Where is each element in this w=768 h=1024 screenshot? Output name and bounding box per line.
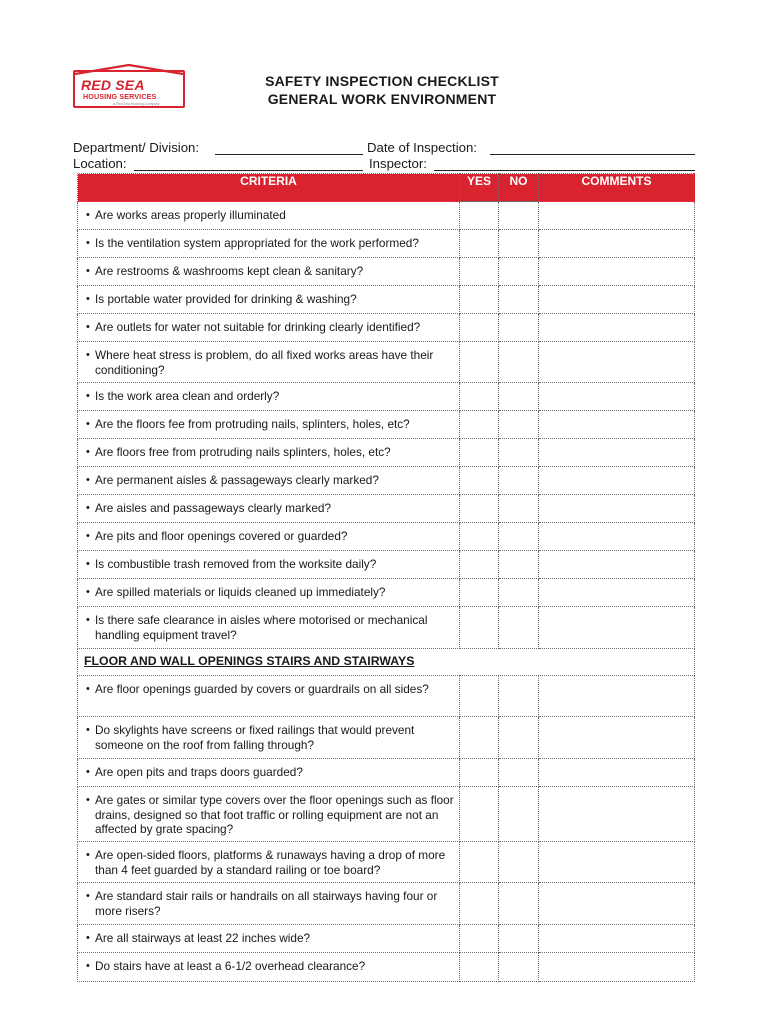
criteria-cell xyxy=(78,523,460,551)
bullet-icon: • xyxy=(86,390,90,402)
bullet-icon: • xyxy=(86,530,90,542)
bullet-icon: • xyxy=(86,265,90,277)
criteria-cell xyxy=(78,925,460,953)
criteria-text: Is portable water provided for drinking & washing? xyxy=(95,292,357,306)
bullet-icon: • xyxy=(86,932,90,944)
table-row xyxy=(78,607,695,649)
criteria-text: Is there safe clearance in aisles where motorised or mechanical handling equipment travel? xyxy=(95,613,428,642)
table-row xyxy=(78,202,695,230)
criteria-text: Are the floors fee from protruding nails, splinters, holes, etc? xyxy=(95,417,410,431)
bullet-icon: • xyxy=(86,683,90,695)
bullet-icon: • xyxy=(86,890,90,902)
comments-cell[interactable] xyxy=(539,383,695,411)
bullet-icon: • xyxy=(86,474,90,486)
no-cell[interactable] xyxy=(499,579,539,607)
criteria-cell xyxy=(78,759,460,787)
bullet-icon: • xyxy=(86,849,90,861)
no-cell[interactable] xyxy=(499,495,539,523)
bullet-icon: • xyxy=(86,724,90,736)
no-cell[interactable] xyxy=(499,230,539,258)
criteria-text: Are pits and floor openings covered or guarded? xyxy=(95,529,348,543)
location-field[interactable] xyxy=(134,170,363,171)
no-cell[interactable] xyxy=(499,759,539,787)
table-row xyxy=(78,925,695,953)
bullet-icon: • xyxy=(86,349,90,361)
criteria-cell xyxy=(78,202,460,230)
yes-cell[interactable] xyxy=(460,523,499,551)
comments-cell[interactable] xyxy=(539,883,695,925)
yes-cell[interactable] xyxy=(460,230,499,258)
comments-cell[interactable] xyxy=(539,314,695,342)
yes-cell[interactable] xyxy=(460,953,499,982)
table-row xyxy=(78,551,695,579)
no-cell[interactable] xyxy=(499,314,539,342)
comments-cell[interactable] xyxy=(539,953,695,982)
comments-cell[interactable] xyxy=(539,342,695,383)
bullet-icon: • xyxy=(86,558,90,570)
bullet-icon: • xyxy=(86,209,90,221)
bullet-icon: • xyxy=(86,321,90,333)
yes-cell[interactable] xyxy=(460,607,499,649)
criteria-text: Are permanent aisles & passageways clearly marked? xyxy=(95,473,379,487)
department-field[interactable] xyxy=(215,154,363,155)
table-row xyxy=(78,523,695,551)
document-title: SAFETY INSPECTION CHECKLIST xyxy=(265,73,499,89)
criteria-text: Are spilled materials or liquids cleaned up immediately? xyxy=(95,585,386,599)
comments-cell[interactable] xyxy=(539,495,695,523)
table-row xyxy=(78,342,695,383)
criteria-text: Are all stairways at least 22 inches wide? xyxy=(95,931,311,945)
criteria-cell xyxy=(78,230,460,258)
logo-tagline: A Red Sea Housing Company xyxy=(113,102,160,106)
comments-cell[interactable] xyxy=(539,439,695,467)
bullet-icon: • xyxy=(86,502,90,514)
no-cell[interactable] xyxy=(499,607,539,649)
yes-cell[interactable] xyxy=(460,411,499,439)
no-cell[interactable] xyxy=(499,383,539,411)
yes-cell[interactable] xyxy=(460,286,499,314)
bullet-icon: • xyxy=(86,614,90,626)
criteria-text: Do stairs have at least a 6-1/2 overhead clearance? xyxy=(95,959,366,973)
bullet-icon: • xyxy=(86,293,90,305)
criteria-text: Are standard stair rails or handrails on all stairways having four or more risers? xyxy=(95,889,438,918)
comments-cell[interactable] xyxy=(539,286,695,314)
comments-cell[interactable] xyxy=(539,717,695,759)
comments-cell[interactable] xyxy=(539,258,695,286)
criteria-cell xyxy=(78,258,460,286)
yes-header: YES xyxy=(460,174,499,202)
table-row xyxy=(78,842,695,883)
bullet-icon: • xyxy=(86,418,90,430)
no-cell[interactable] xyxy=(499,953,539,982)
comments-cell[interactable] xyxy=(539,842,695,883)
table-row xyxy=(78,953,695,982)
yes-cell[interactable] xyxy=(460,759,499,787)
section-header-row xyxy=(78,649,695,676)
no-cell[interactable] xyxy=(499,258,539,286)
criteria-text: Are gates or similar type covers over the floor openings such as floor drains, designed so that foot traffic or rolling equipment are not an affected by grate spacing? xyxy=(95,793,454,836)
comments-cell[interactable] xyxy=(539,230,695,258)
yes-cell[interactable] xyxy=(460,383,499,411)
comments-cell[interactable] xyxy=(539,607,695,649)
yes-cell[interactable] xyxy=(460,883,499,925)
yes-cell[interactable] xyxy=(460,717,499,759)
department-label: Department/ Division: xyxy=(73,140,200,155)
criteria-text: Are open-sided floors, platforms & runaways having a drop of more than 4 feet guarded by a standard railing or toe board? xyxy=(95,848,446,877)
table-row xyxy=(78,787,695,842)
table-row xyxy=(78,411,695,439)
inspection-fields xyxy=(73,140,698,172)
yes-cell[interactable] xyxy=(460,467,499,495)
inspector-field[interactable] xyxy=(434,170,695,171)
criteria-cell xyxy=(78,411,460,439)
no-cell[interactable] xyxy=(499,342,539,383)
table-row xyxy=(78,579,695,607)
no-cell[interactable] xyxy=(499,842,539,883)
criteria-cell xyxy=(78,383,460,411)
yes-cell[interactable] xyxy=(460,579,499,607)
criteria-text: Are works areas properly illuminated xyxy=(95,208,286,222)
bullet-icon: • xyxy=(86,794,90,806)
yes-cell[interactable] xyxy=(460,676,499,717)
criteria-cell xyxy=(78,551,460,579)
comments-cell[interactable] xyxy=(539,202,695,230)
table-row xyxy=(78,258,695,286)
yes-cell[interactable] xyxy=(460,842,499,883)
comments-cell[interactable] xyxy=(539,411,695,439)
document-subtitle: GENERAL WORK ENVIRONMENT xyxy=(267,91,497,107)
table-row xyxy=(78,883,695,925)
checklist-rows-openings xyxy=(78,676,695,982)
fields-row-2 xyxy=(73,156,698,172)
yes-cell[interactable] xyxy=(460,439,499,467)
comments-cell[interactable] xyxy=(539,523,695,551)
criteria-text: Where heat stress is problem, do all fixed works areas have their conditioning? xyxy=(95,348,434,377)
logo-brand-text: RED SEA xyxy=(81,77,145,93)
table-row xyxy=(78,495,695,523)
no-header: NO xyxy=(499,174,539,202)
comments-cell[interactable] xyxy=(539,676,695,717)
criteria-header: CRITERIA xyxy=(78,174,460,202)
no-cell[interactable] xyxy=(499,202,539,230)
criteria-cell xyxy=(78,676,460,717)
comments-cell[interactable] xyxy=(539,759,695,787)
bullet-icon: • xyxy=(86,237,90,249)
criteria-cell xyxy=(78,883,460,925)
checklist-table xyxy=(77,173,695,982)
table-row xyxy=(78,467,695,495)
criteria-cell xyxy=(78,607,460,649)
criteria-text: Is combustible trash removed from the worksite daily? xyxy=(95,557,377,571)
table-row xyxy=(78,230,695,258)
criteria-text: Do skylights have screens or fixed railings that would prevent someone on the roof from falling through? xyxy=(95,723,415,752)
criteria-cell xyxy=(78,495,460,523)
no-cell[interactable] xyxy=(499,676,539,717)
yes-cell[interactable] xyxy=(460,925,499,953)
section-title: FLOOR AND WALL OPENINGS STAIRS AND STAIRWAYS xyxy=(78,649,695,676)
yes-cell[interactable] xyxy=(460,551,499,579)
criteria-cell xyxy=(78,342,460,383)
criteria-cell xyxy=(78,787,460,842)
criteria-cell xyxy=(78,286,460,314)
criteria-text: Is the ventilation system appropriated for the work performed? xyxy=(95,236,419,250)
table-row xyxy=(78,383,695,411)
yes-cell[interactable] xyxy=(460,342,499,383)
comments-cell[interactable] xyxy=(539,579,695,607)
criteria-cell xyxy=(78,439,460,467)
criteria-cell xyxy=(78,314,460,342)
criteria-text: Are floor openings guarded by covers or guardrails on all sides? xyxy=(95,682,429,696)
logo-subtitle: HOUSING SERVICES xyxy=(83,92,157,101)
criteria-text: Are open pits and traps doors guarded? xyxy=(95,765,303,779)
comments-cell[interactable] xyxy=(539,551,695,579)
bullet-icon: • xyxy=(86,446,90,458)
criteria-cell xyxy=(78,842,460,883)
bullet-icon: • xyxy=(86,586,90,598)
comments-header: COMMENTS xyxy=(539,174,695,202)
table-row xyxy=(78,759,695,787)
no-cell[interactable] xyxy=(499,467,539,495)
table-row xyxy=(78,717,695,759)
fields-row-1 xyxy=(73,140,698,156)
yes-cell[interactable] xyxy=(460,258,499,286)
no-cell[interactable] xyxy=(499,551,539,579)
table-row xyxy=(78,676,695,717)
no-cell[interactable] xyxy=(499,411,539,439)
checklist-rows-general xyxy=(78,202,695,649)
no-cell[interactable] xyxy=(499,523,539,551)
yes-cell[interactable] xyxy=(460,495,499,523)
no-cell[interactable] xyxy=(499,717,539,759)
criteria-cell xyxy=(78,579,460,607)
table-row xyxy=(78,286,695,314)
no-cell[interactable] xyxy=(499,925,539,953)
location-label: Location: xyxy=(73,156,127,171)
table-header-row xyxy=(78,174,695,202)
no-cell[interactable] xyxy=(499,787,539,842)
no-cell[interactable] xyxy=(499,286,539,314)
criteria-text: Is the work area clean and orderly? xyxy=(95,389,280,403)
comments-cell[interactable] xyxy=(539,787,695,842)
criteria-cell xyxy=(78,467,460,495)
comments-cell[interactable] xyxy=(539,925,695,953)
criteria-cell xyxy=(78,717,460,759)
criteria-text: Are outlets for water not suitable for drinking clearly identified? xyxy=(95,320,421,334)
yes-cell[interactable] xyxy=(460,202,499,230)
date-of-inspection-label: Date of Inspection: xyxy=(367,140,477,155)
yes-cell[interactable] xyxy=(460,787,499,842)
date-of-inspection-field[interactable] xyxy=(490,154,695,155)
comments-cell[interactable] xyxy=(539,467,695,495)
bullet-icon: • xyxy=(86,766,90,778)
table-row xyxy=(78,439,695,467)
yes-cell[interactable] xyxy=(460,314,499,342)
inspector-label: Inspector: xyxy=(369,156,427,171)
table-row xyxy=(78,314,695,342)
no-cell[interactable] xyxy=(499,439,539,467)
bullet-icon: • xyxy=(86,960,90,972)
criteria-cell xyxy=(78,953,460,982)
no-cell[interactable] xyxy=(499,883,539,925)
criteria-text: Are floors free from protruding nails splinters, holes, etc? xyxy=(95,445,391,459)
criteria-text: Are aisles and passageways clearly marked? xyxy=(95,501,332,515)
criteria-text: Are restrooms & washrooms kept clean & sanitary? xyxy=(95,264,364,278)
